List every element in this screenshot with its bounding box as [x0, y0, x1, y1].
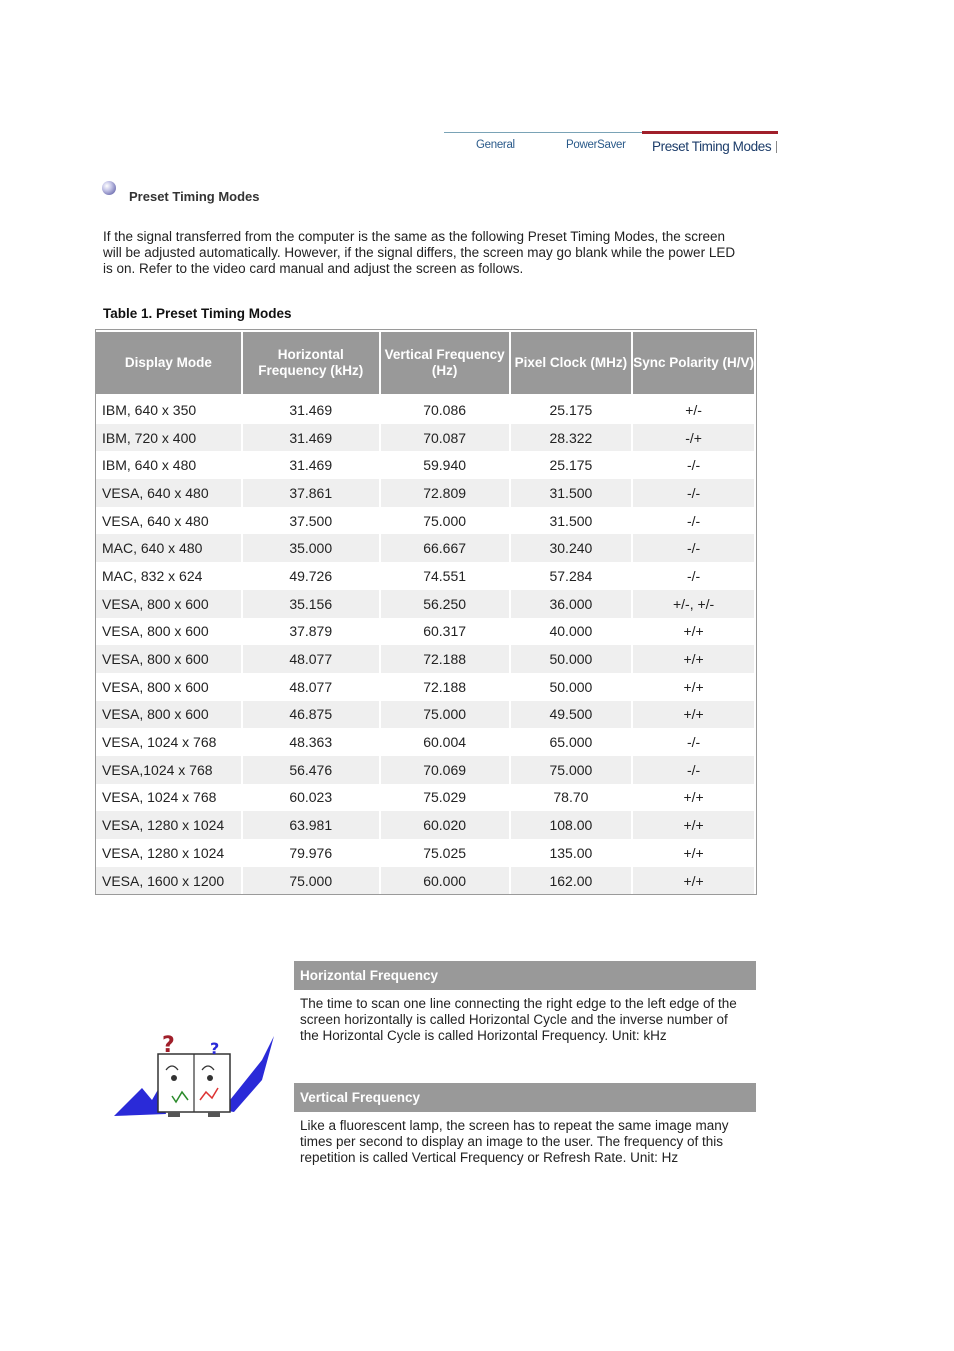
- display-mode-cell: VESA, 1280 x 1024: [96, 811, 242, 839]
- svg-text:?: ?: [162, 1033, 175, 1058]
- pixel-clock-cell: 108.00: [510, 811, 633, 839]
- table-row: [96, 645, 755, 673]
- table-row: [96, 756, 755, 784]
- horizontal-frequency-cell: 46.875: [242, 701, 380, 729]
- table-row: [96, 618, 755, 646]
- display-mode-cell: VESA, 800 x 600: [96, 590, 242, 618]
- sync-polarity-cell: +/+: [632, 645, 755, 673]
- pixel-clock-cell: 57.284: [510, 562, 633, 590]
- header-vertical-frequency: Vertical Frequency (Hz): [380, 331, 510, 395]
- horizontal-frequency-cell: 49.726: [242, 562, 380, 590]
- definition-text-vertical-frequency: Like a fluorescent lamp, the screen has to repeat the same image many times per second to display an image to the user. The frequency of this repetition is called Vertical Frequency or Refresh Rate. Unit: Hz: [300, 1118, 729, 1165]
- vertical-frequency-cell: 56.250: [380, 590, 510, 618]
- pixel-clock-cell: 25.175: [510, 451, 633, 479]
- timing-table-wrapper: [95, 329, 757, 895]
- vertical-frequency-cell: 72.188: [380, 645, 510, 673]
- table-row: [96, 424, 755, 452]
- vertical-frequency-cell: 60.317: [380, 618, 510, 646]
- table-row: [96, 395, 755, 424]
- horizontal-frequency-cell: 37.500: [242, 507, 380, 535]
- horizontal-frequency-cell: 75.000: [242, 867, 380, 895]
- tab-separator: [776, 141, 777, 153]
- pixel-clock-cell: 135.00: [510, 839, 633, 867]
- pixel-clock-cell: 49.500: [510, 701, 633, 729]
- pixel-clock-cell: 30.240: [510, 534, 633, 562]
- pixel-clock-cell: 50.000: [510, 645, 633, 673]
- display-mode-cell: IBM, 720 x 400: [96, 424, 242, 452]
- intro-paragraph: If the signal transferred from the computer is the same as the following Preset Timing Modes, the screen will be adjusted automatically. However, if the signal differs, the screen may go blank while the power LED is on. Refer to the video card manual and adjust the screen as follows.: [103, 229, 736, 276]
- vertical-frequency-cell: 72.188: [380, 673, 510, 701]
- sync-polarity-cell: +/+: [632, 673, 755, 701]
- display-mode-cell: VESA,1024 x 768: [96, 756, 242, 784]
- sync-polarity-cell: -/-: [632, 534, 755, 562]
- header-sync-polarity: Sync Polarity (H/V): [632, 331, 755, 395]
- vertical-frequency-cell: 70.087: [380, 424, 510, 452]
- table-row: [96, 673, 755, 701]
- definition-title-horizontal-frequency: Horizontal Frequency: [294, 961, 756, 990]
- definition-text-horizontal-frequency: The time to scan one line connecting the right edge to the left edge of the screen horizontally is called Horizontal Cycle and the inverse number of the Horizontal Cycle is called Horizontal Frequency. Unit: kHz: [300, 996, 737, 1043]
- display-mode-cell: VESA, 1024 x 768: [96, 728, 242, 756]
- vertical-frequency-cell: 75.000: [380, 701, 510, 729]
- header-display-mode: Display Mode: [96, 331, 242, 395]
- vertical-frequency-cell: 75.000: [380, 507, 510, 535]
- sync-polarity-cell: +/+: [632, 784, 755, 812]
- pixel-clock-cell: 28.322: [510, 424, 633, 452]
- section-heading: Preset Timing Modes: [129, 189, 260, 204]
- pixel-clock-cell: 25.175: [510, 395, 633, 424]
- horizontal-frequency-cell: 48.363: [242, 728, 380, 756]
- table-row: [96, 811, 755, 839]
- sync-polarity-cell: -/-: [632, 728, 755, 756]
- vertical-frequency-cell: 60.000: [380, 867, 510, 895]
- display-mode-cell: VESA, 800 x 600: [96, 701, 242, 729]
- definition-title-vertical-frequency: Vertical Frequency: [294, 1083, 756, 1112]
- display-mode-cell: IBM, 640 x 480: [96, 451, 242, 479]
- table-row: [96, 728, 755, 756]
- sync-polarity-cell: -/-: [632, 562, 755, 590]
- horizontal-frequency-cell: 79.976: [242, 839, 380, 867]
- sync-polarity-cell: -/-: [632, 451, 755, 479]
- horizontal-frequency-cell: 35.000: [242, 534, 380, 562]
- active-tab-indicator: [642, 131, 778, 134]
- vertical-frequency-cell: 66.667: [380, 534, 510, 562]
- vertical-frequency-cell: 60.004: [380, 728, 510, 756]
- tab-preset-timing-modes[interactable]: Preset Timing Modes: [652, 139, 772, 154]
- table-row: [96, 534, 755, 562]
- vertical-frequency-cell: 60.020: [380, 811, 510, 839]
- bullet-icon: [102, 181, 116, 195]
- horizontal-frequency-cell: 48.077: [242, 673, 380, 701]
- horizontal-frequency-cell: 48.077: [242, 645, 380, 673]
- table-row: [96, 451, 755, 479]
- horizontal-frequency-cell: 63.981: [242, 811, 380, 839]
- sync-polarity-cell: +/+: [632, 618, 755, 646]
- horizontal-frequency-cell: 60.023: [242, 784, 380, 812]
- pixel-clock-cell: 78.70: [510, 784, 633, 812]
- table-body: [96, 395, 755, 894]
- sync-polarity-cell: -/-: [632, 756, 755, 784]
- table-row: [96, 507, 755, 535]
- table-header-row: [96, 331, 755, 395]
- display-mode-cell: VESA, 800 x 600: [96, 645, 242, 673]
- pixel-clock-cell: 65.000: [510, 728, 633, 756]
- vertical-frequency-cell: 59.940: [380, 451, 510, 479]
- vertical-frequency-cell: 70.069: [380, 756, 510, 784]
- vertical-frequency-cell: 75.029: [380, 784, 510, 812]
- tab-bar: [444, 131, 778, 159]
- display-mode-cell: VESA, 640 x 480: [96, 479, 242, 507]
- vertical-frequency-cell: 70.086: [380, 395, 510, 424]
- display-mode-cell: VESA, 1024 x 768: [96, 784, 242, 812]
- display-mode-cell: MAC, 640 x 480: [96, 534, 242, 562]
- horizontal-frequency-cell: 56.476: [242, 756, 380, 784]
- sync-polarity-cell: +/-: [632, 395, 755, 424]
- tab-general[interactable]: General: [476, 139, 515, 151]
- display-mode-cell: MAC, 832 x 624: [96, 562, 242, 590]
- display-mode-cell: VESA, 640 x 480: [96, 507, 242, 535]
- confused-book-illustration: [112, 1030, 276, 1118]
- sync-polarity-cell: +/+: [632, 867, 755, 895]
- table-row: [96, 701, 755, 729]
- table-row: [96, 839, 755, 867]
- horizontal-frequency-cell: 37.861: [242, 479, 380, 507]
- sync-polarity-cell: +/+: [632, 701, 755, 729]
- sync-polarity-cell: -/-: [632, 479, 755, 507]
- pixel-clock-cell: 36.000: [510, 590, 633, 618]
- sync-polarity-cell: -/+: [632, 424, 755, 452]
- sync-polarity-cell: -/-: [632, 507, 755, 535]
- table-title: Table 1. Preset Timing Modes: [103, 306, 292, 321]
- pixel-clock-cell: 75.000: [510, 756, 633, 784]
- table-row: [96, 562, 755, 590]
- horizontal-frequency-cell: 31.469: [242, 424, 380, 452]
- tab-powersaver[interactable]: PowerSaver: [566, 139, 626, 151]
- table-row: [96, 590, 755, 618]
- pixel-clock-cell: 40.000: [510, 618, 633, 646]
- sync-polarity-cell: +/+: [632, 839, 755, 867]
- pixel-clock-cell: 162.00: [510, 867, 633, 895]
- horizontal-frequency-cell: 31.469: [242, 451, 380, 479]
- table-row: [96, 867, 755, 895]
- vertical-frequency-cell: 72.809: [380, 479, 510, 507]
- header-pixel-clock: Pixel Clock (MHz): [510, 331, 633, 395]
- table-row: [96, 784, 755, 812]
- pixel-clock-cell: 50.000: [510, 673, 633, 701]
- sync-polarity-cell: +/-, +/-: [632, 590, 755, 618]
- vertical-frequency-cell: 74.551: [380, 562, 510, 590]
- display-mode-cell: VESA, 1280 x 1024: [96, 839, 242, 867]
- pixel-clock-cell: 31.500: [510, 507, 633, 535]
- header-horizontal-frequency: Horizontal Frequency (kHz): [242, 331, 380, 395]
- vertical-frequency-cell: 75.025: [380, 839, 510, 867]
- svg-text:?: ?: [210, 1039, 220, 1058]
- display-mode-cell: VESA, 800 x 600: [96, 618, 242, 646]
- horizontal-frequency-cell: 31.469: [242, 395, 380, 424]
- pixel-clock-cell: 31.500: [510, 479, 633, 507]
- display-mode-cell: VESA, 1600 x 1200: [96, 867, 242, 895]
- horizontal-frequency-cell: 35.156: [242, 590, 380, 618]
- horizontal-frequency-cell: 37.879: [242, 618, 380, 646]
- sync-polarity-cell: +/+: [632, 811, 755, 839]
- tab-divider-line: [444, 132, 642, 133]
- display-mode-cell: IBM, 640 x 350: [96, 395, 242, 424]
- timing-table: [96, 330, 756, 894]
- table-row: [96, 479, 755, 507]
- display-mode-cell: VESA, 800 x 600: [96, 673, 242, 701]
